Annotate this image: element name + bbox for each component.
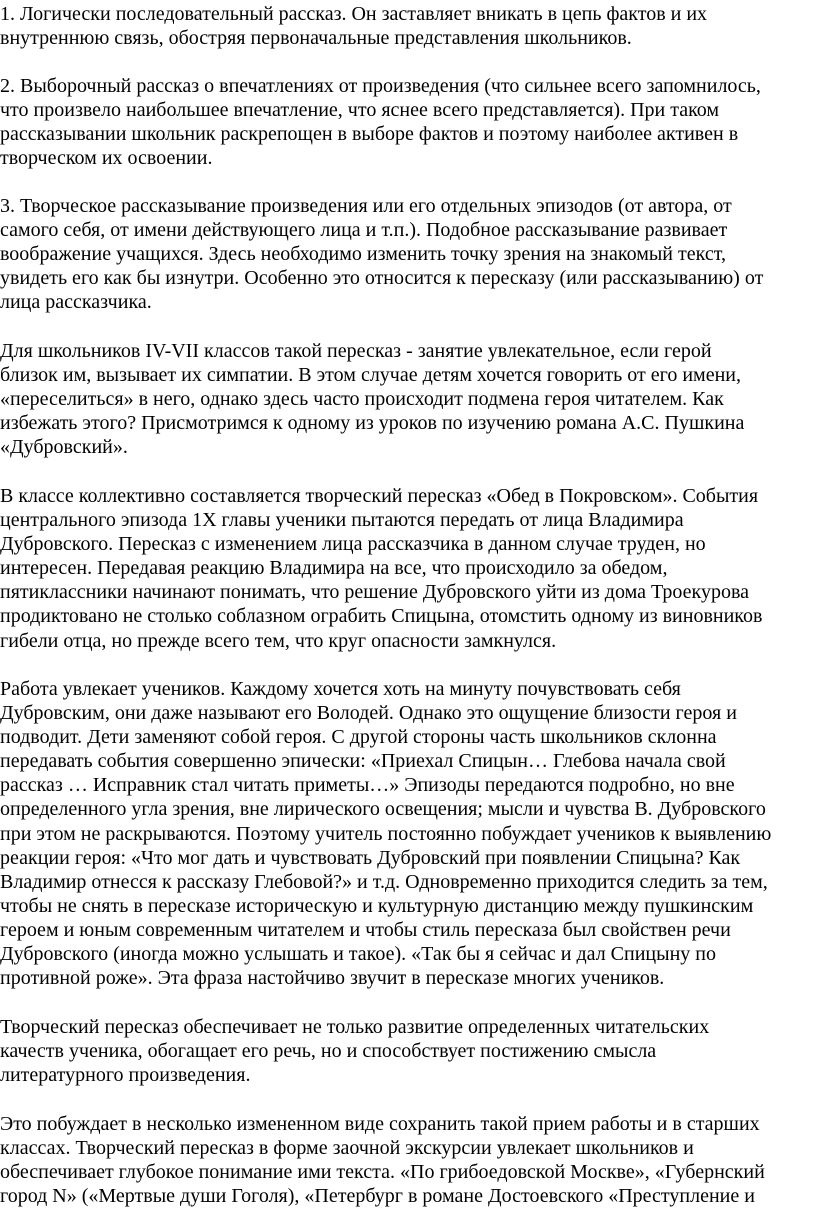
- text-line: Дубровского (иногда можно услышать и такое). «Так бы я сейчас и дал Спицыну по: [0, 943, 716, 966]
- text-line: рассказ … Исправник стал читать приметы…» Эпизоды передаются подробно, но вне: [0, 774, 735, 797]
- text-line: реакции героя: «Что мог дать и чувствовать Дубровский при появлении Спицына? Как: [0, 846, 741, 869]
- text-line: Дубровского. Пересказ с изменением лица рассказчика в данном случае труден, но: [0, 533, 706, 556]
- text-line: интересен. Передавая реакцию Владимира на все, что происходило за обедом,: [0, 557, 668, 580]
- text-line: героем и юным современным читателем и чтобы стиль пересказа был свойствен речи: [0, 918, 731, 941]
- text-line: Творческий пересказ обеспечивает не только развитие определенных читательских: [0, 1016, 710, 1038]
- text-line: качеств ученика, обогащает его речь, но и способствует постижению смысла: [0, 1040, 657, 1063]
- text-line: Для школьников IV-VII классов такой пересказ - занятие увлекательное, если герой: [0, 340, 712, 362]
- paragraph-senior-classes: [0, 1112, 765, 1208]
- text-line: Владимир отнесся к рассказу Глебовой?» и т.д. Одновременно приходится следить за тем,: [0, 870, 768, 893]
- text-line: Работа увлекает учеников. Каждому хочется хоть на минуту почувствовать себя: [0, 678, 681, 700]
- text-line: воображение учащихся. Здесь необходимо изменить точку зрения на знакомый текст,: [0, 243, 726, 266]
- text-line: город N» («Мертвые души Гоголя), «Петербург в романе Достоевского «Преступление и: [0, 1185, 755, 1208]
- text-line: В классе коллективно составляется творческий пересказ «Обед в Покровском». События: [0, 485, 759, 507]
- text-line: увидеть его как бы изнутри. Особенно это относится к пересказу (или рассказыванию) от: [0, 267, 764, 290]
- text-line: противной роже». Эта фраза настойчиво звучит в пересказе многих учеников.: [0, 967, 665, 990]
- paragraph-logical-story: [0, 2, 707, 50]
- text-line: лица рассказчика.: [0, 291, 152, 314]
- paragraph-creative-story: [0, 194, 763, 314]
- paragraph-creative-retelling-benefits: [0, 1015, 709, 1087]
- text-line: близок им, вызывает их симпатии. В этом случае детям хочется говорить от его имени,: [0, 364, 741, 387]
- text-line: 2. Выборочный рассказ о впечатлениях от произведения (что сильнее всего запомнилось,: [0, 75, 761, 97]
- text-line: классах. Творческий пересказ в форме заочной экскурсии увлекает школьников и: [0, 1137, 694, 1160]
- paragraph-students-work: [0, 677, 771, 990]
- text-line: что произвело наибольшее впечатление, что яснее всего представляется). При таком: [0, 99, 720, 122]
- text-line: избежать этого? Присмотримся к одному из уроков по изучению романа А.С. Пушкина: [0, 412, 745, 435]
- text-line: «Дубровский».: [0, 436, 128, 459]
- text-line: Это побуждает в несколько измененном виде сохранить такой прием работы и в старших: [0, 1113, 760, 1135]
- text-line: передавать события совершенно эпически: «Приехал Спицын… Глебова начала свой: [0, 750, 726, 773]
- paragraph-class-retelling: [0, 484, 762, 653]
- text-line: обеспечивает глубокое понимание ими текста. «По грибоедовской Москве», «Губернский: [0, 1161, 765, 1184]
- text-line: самого себя, от имени действующего лица и т.п.). Подобное рассказывание развивает: [0, 219, 728, 242]
- text-line: гибели отца, но прежде всего тем, что круг опасности замкнулся.: [0, 629, 557, 652]
- text-line: при этом не раскрываются. Поэтому учитель постоянно побуждает учеников к выявлению: [0, 822, 772, 845]
- paragraph-selective-story: [0, 74, 761, 170]
- text-line: подводит. Дети заменяют собой героя. С другой стороны часть школьников склонна: [0, 726, 717, 749]
- text-line: чтобы не снять в пересказе историческую и культурную дистанцию между пушкинским: [0, 894, 754, 917]
- text-line: продиктовано не столько соблазном ограбить Спицына, отомстить одному из виновников: [0, 605, 763, 628]
- paragraph-grades-4-7: [0, 339, 744, 459]
- text-line: рассказывании школьник раскрепощен в выборе фактов и поэтому наиболее активен в: [0, 123, 739, 146]
- text-line: «переселиться» в него, однако здесь часто происходит подмена героя читателем. Как: [0, 388, 724, 411]
- text-line: пятиклассники начинают понимать, что решение Дубровского уйти из дома Троекурова: [0, 581, 750, 604]
- text-line: творческом их освоении.: [0, 147, 213, 170]
- text-line: внутреннюю связь, обостряя первоначальные представления школьников.: [0, 27, 632, 50]
- text-line: 1. Логически последовательный рассказ. Он заставляет вникать в цепь фактов и их: [0, 3, 708, 25]
- text-line: центрального эпизода 1Х главы ученики пытаются передать от лица Владимира: [0, 509, 684, 532]
- text-line: определенного угла зрения, вне лирического освещения; мысли и чувства В. Дубровского: [0, 798, 766, 821]
- text-line: литературного произведения.: [0, 1064, 251, 1087]
- text-line: Дубровским, они даже называют его Володей. Однако это ощущение близости героя и: [0, 702, 737, 725]
- text-line: 3. Творческое рассказывание произведения или его отдельных эпизодов (от автора, от: [0, 195, 732, 217]
